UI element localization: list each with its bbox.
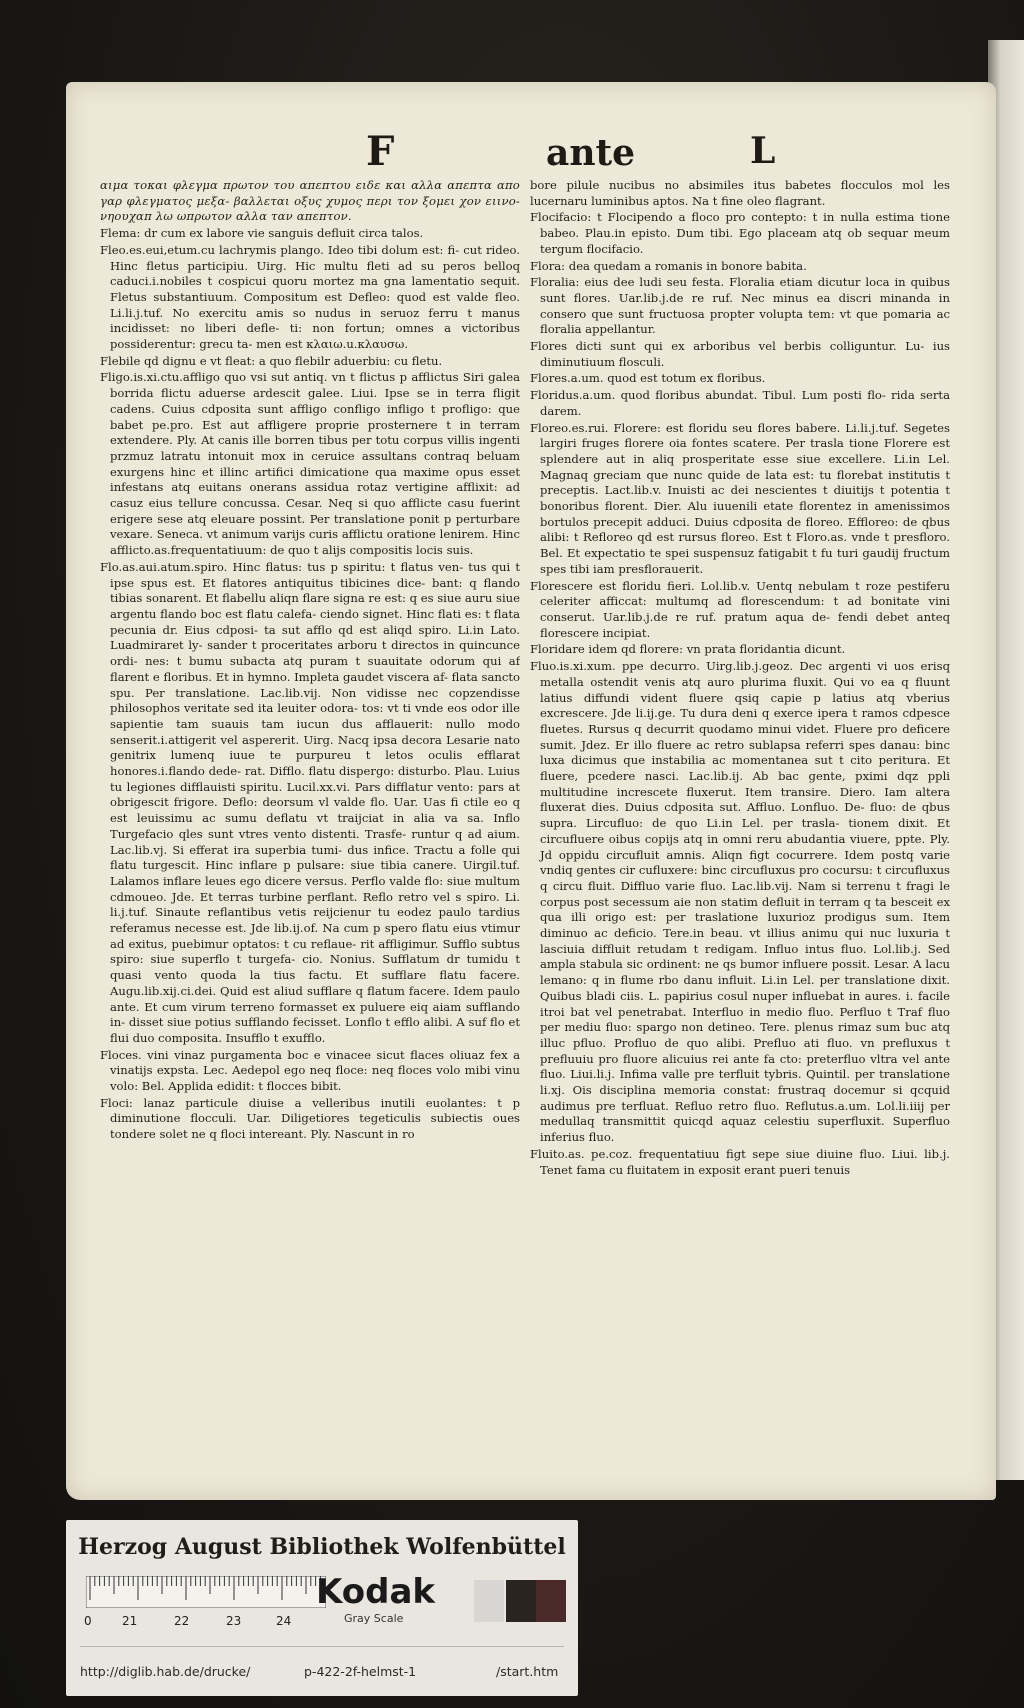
source-url[interactable]: http://diglib.hab.de/drucke/ — [80, 1664, 251, 1679]
entry-fleo: Fleo.es.eui,etum.cu lachrymis plango. Ideo tibi dolum est: fi- cut rideo. Hinc fletus participiu. Uirg. Hic multu fleti ad su peros belloq caduci.i.nobiles t cospicui quoru mortez ma gna lamentatio sequit. Fletus substantiuum. Compositum est Defleo: quod est valde fleo. Li.li.j.tuf. No exercitu amis so nudus in seruoz ferru t manus incidisset: no liberi defle- ti: non fortun; omnes a victoribus possiderentur: grecu ta- men est κλαιω.u.κλαυσω. — [100, 242, 520, 352]
ruler-number: 24 — [276, 1614, 292, 1628]
book-page — [66, 82, 996, 1500]
ruler-number: 22 — [174, 1614, 190, 1628]
header-left-mark: F — [366, 128, 395, 175]
entry-floridare: Floridare idem qd florere: vn prata floridantia dicunt. — [530, 642, 846, 657]
ruler-number: 23 — [226, 1614, 242, 1628]
entry-floralia: Floralia: eius dee ludi seu festa. Floralia etiam dicutur loca in quibus sunt flores. Uar.lib.j.de re ruf. Nec minus ea discri minanda in consero que sunt fructuosa propter volupta tem: vt que pomaria ac floralia appellantur. — [530, 275, 950, 337]
ruler-scale — [86, 1576, 326, 1608]
entry-flocifacio: Flocifacio: t Flocipendo a floco pro contepto: t in nulla estima tione babeo. Plau.in episto. Dum tibi. Ego placeam atq ob sequar meum tergum flocifacio. — [530, 210, 950, 256]
entry-flebile: Flebile qd dignu e vt fleat: a quo flebilr aduerbiu: cu fletu. — [100, 353, 443, 368]
gray-patch-light — [474, 1580, 504, 1622]
entry-continuation: bore pilule nucibus no absimiles itus babetes flocculos mol les lucernaru luminibus aptos. Na t fine oleo flagrant. — [530, 178, 950, 208]
header-right-mark: L — [750, 130, 776, 172]
entry-floci: Floci: lanaz particule diuise a velleribus inutili euolantes: t p diminutione flocculi. Uar. Diligetiores tegeticulis subiectis oues tondere solet ne q floci intereant. Ply. Nascunt in ro — [100, 1095, 520, 1142]
entry-fluo: Fluo.is.xi.xum. ppe decurro. Uirg.lib.j.geoz. Dec argenti vi uos erisq metalla ostendit venis atq auro plurima fluxit. Qui vo ea q fluunt latius diffundi vident fluere qsiq capie p latius atq vberius excrescere. Jde li.ij.ge. Tu dura deni q exerce ipera t ramos cdpesce fluetes. Rursus q decurrit quodamo minui videt. Fluere pro deficere sumit. Jdez. Er illo fluere ac retro sublapsa referri spes danau: binc luxa dicimus que instabilia ac momentanea sut t cito peritura. Et fluere, pcedere nasci. Lac.lib.ij. Ab bac gente, pximi dqz ppli multitudine increscete fluxerut. Item transire. Diero. Iam altera fluxerat dies. Duius cdposita sut. Affluo. Lonfluo. De- fluo: de qbus supra. Lircufluo: de quo Li.in Lel. per trasla- tionem dixit. Et circufluere oibus copijs atq in omni reru abudantia viuere, ppte. Ply. Jd oppidu circufluit amnis. Aliqn figt cocurrere. Idem postq varie vndiq gentes cir cufluxere: binc circufluxus pro cocursu: t circufluxus q circu fluit. Diffluo varie fluo. Lac.lib.vij. Nam si terrenu t fragi le corpus post secessum aie non statim defluit in terram q ta besceit ex qua illi origo est: per traslatione luxurioz prodigus sum. Item diminuo ac deficio. Tere.in beau. vt illius animu qui nuc luxuria t lasciuia diffluit retudam t redigam. Influo intus fluo. Lol.lib.j. Sed ampla stabula sic ordinent: ne qs bumor influere possit. Lesar. A lacu lemano: q in flume rbo danu influit. Li.in Lel. per translatione dixit. Quibus bladi ciis. L. papirius cosul nuper influebat in aures. i. facile itroi bat vel penetrabat. Interfluo in medio fluo. Perfluo t Traf fluo per mediu fluo: spargo non detineo. Tere. plenus rimaz sum buc atq illuc pfluo. Profluo de quo alibi. Prefluo ati fluo. vn prefluxus t prefluuiu pro fluore alicuius rei ante fa cto: preterfluo vltra vel ante fluo. Liui.li.j. Infima valle pre terfluit tybris. Quintil. per translatione li.xj. Ois disciplina memoria constat: frustraq docemur si qcquid audimus pre terfluat. Refluo retro fluo. Reflutus.a.um. Lol.li.iiij per medullaq transmittit quicqd aquaz celestiu superfluxit. Superfluo inferius fluo. — [530, 659, 950, 1145]
entry-flora: Flora: dea quedam a romanis in bonore babita. — [530, 258, 807, 273]
ruler-number: 0 — [84, 1614, 92, 1628]
entry-flores: Flores dicti sunt qui ex arboribus vel berbis colliguntur. Lu- ius diminutiuum flosculi. — [530, 339, 950, 369]
left-column — [100, 178, 520, 1468]
greek-passage: αιμα τοκαι φλεγμα πρωτον του απεπτου ειδε και αλλα απεπτα απο γαρ φλεγματος μεξα- βαλλεται οξυς χυμος περι τον ξομει χον ειινο- νηουχαπ λω ωπρωτον αλλα ταν απεπτον. — [100, 178, 520, 224]
entry-florescere: Florescere est floridu fieri. Lol.lib.v. Uentq nebulam t roze pestiferu celeriter afficcat: multumq ad florescendum: t ad bonitate vini conserut. Uar.lib.j.de re ruf. pratum aqua de- fendi debet anteq florescere incipiat. — [530, 578, 950, 640]
gray-patch-dark — [506, 1580, 536, 1622]
right-column — [530, 178, 950, 1468]
shelfmark: p-422-2f-helmst-1 — [304, 1664, 417, 1679]
entry-flo: Flo.as.aui.atum.spiro. Hinc flatus: tus p spiritu: t flatus ven- tus qui t ipse spus est. Et flatores antiquitus tibicines dice- bant: q flando tibias sonarent. Et flabellu aliqn flare signa re est: q es siue auru siue argentu flando boc est flatu calefa- ciendo signet. Hinc flati es: t flata pecunia dr. Eius cdposi- ta sut afflo qd est aliqd spiro. Li.in Lato. Luadmiraret ly- sander t proceritates arboru t directos in quincunce ordi- nes: t bumu subacta atq puram t suauitate odorum qui af flarent e floribus. Et in hymno. Impleta gaudet viscera af- flata sancto spu. Per translatione. Lac.lib.vij. Non vidisse nec copzendisse philosophos veritate sed ita leuiter odora- tos: vt ti vnde eos odor ille sapientie tam suauis tam iucun dus afflauerit: nullo modo senserit.i.attigerit vel aspererit. Uirg. Nacq ipsa decora Lesarie nato genitrix lumenq iuue te purpureu t letos oculis efflarat honores.i.flando dede- rat. Difflo. flatu dispergo: disturbo. Plau. Luius tu legiones difflauisti spiritu. Lucil.xx.vi. Pars difflatur vento: pars at obrigescit frigore. Deflo: deorsum vl valde flo. Uar. Uas fi ctile eo q est leuissimu ac sumu deflatu vt traijciat in alia va sa. Inflo Turgefacio qles sunt vtres vento distenti. Trasfe- runtur q ad aium. Lac.lib.vj. Si efferat ira superbia tumi- dus infice. Tractu a folle qui flatu turgescit. Hinc inflare p pulsare: siue tibia canere. Uirgil.tuf. Lalamos inflare leues ego dicere versus. Perflo valde flo: siue multum cdmoueo. Jde. Et terras turbine perflant. Reflo retro vel s spiro. Li. li.j.tuf. Sinaute reflantibus vetis reijcienur tu eodez paulo tardius referamus necesse est. Jde lib.ij.of. Na cum p spero flatu eius vtimur ad exitus, puebimur optatos: t cu reflaue- rit affligimur. Sufflo subtus spiro: siue superflo t turgefa- cio. Nonius. Sufflatum dr tumidu t quasi vento quoda la tius factu. Et sufflare flatu facere. Augu.lib.xij.ci.dei. Quid est aliud sufflare q flatum facere. Idem paulo ante. Et cum virum terreno formasset ex puluere eiq aiam sufflando in- disset siue potius sufflando fecisset. Lonflo t efflo alibi. A suf flo et flui duo composita. Insufflo t exufflo. — [100, 559, 520, 1045]
divider — [80, 1646, 564, 1647]
entry-flema: Flema: dr cum ex labore vie sanguis defluit circa talos. — [100, 226, 424, 241]
entry-fligo: Fligo.is.xi.ctu.affligo quo vsi sut antiq. vn t flictus p afflictus Siri galea borrida flictu aduerse ardescit galee. Liui. Ipse se in terra fligit cadens. Cuius cdposita sunt affligo confligo infligo t profligo: que babet pe.pro. Est aut affligere proprie prosternere t in terram extendere. Ply. At canis ille borren tibus per totu corpus villis ingenti przmuz latratu intonuit mox in ceruice assultans contraq beluam exurgens hinc et illinc artifici dimicatione qua maxime opus esset infestans atq euitans onerans assidua rotaz vertigine afflixit: ad casuz eius tellure concussa. Cesar. Neq si quo afflicte casu fuerint erigere sese atq eleuare possint. Per translatione ponit p perturbare vexare. Seneca. vt animum varijs curis afflictu oratione lenirem. Hinc afflicto.as.frequentatiuum: de quo t alijs compositis locis suis. — [100, 370, 520, 558]
ruler-number: 21 — [122, 1614, 138, 1628]
gray-patch-maroon — [536, 1580, 566, 1622]
entry-flores-adj: Flores.a.um. quod est totum ex floribus. — [530, 371, 766, 386]
start-link[interactable]: /start.htm — [496, 1664, 559, 1679]
url-bar — [66, 1656, 578, 1688]
color-target-card — [66, 1520, 578, 1696]
entry-floces: Floces. vini vinaz purgamenta boc e vinacee sicut flaces oliuaz fex a vinatijs expsta. Lec. Aedepol ego neq floce: neq floces volo mibi vinu volo: Bel. Applida edidit: t flocces bibit. — [100, 1047, 520, 1094]
entry-fluito: Fluito.as. pe.coz. frequentatiuu figt sepe siue diuine fluo. Liui. lib.j. Tenet fama cu fluitatem in exposit erant pueri tenuis — [530, 1146, 950, 1177]
entry-floridus: Floridus.a.um. quod floribus abundat. Tibul. Lum posti flo- rida serta darem. — [530, 388, 950, 418]
entry-floreo: Floreo.es.rui. Florere: est floridu seu flores babere. Li.li.j.tuf. Segetes largiri fruges florere oia fontes scatere. Per trasla tione Florere est splendere aut in aliq prosperitate esse siue excellere. Li.in Lel. Magnaq greciam que nunc quide de lata est: tu florebat institutis t preceptis. Lact.lib.v. Inuisti ac dei nescientes t diuitijs t potentia t bonoribus florent. Dier. Alu iuuenili etate florentez in amenissimos bortulos precepit adduci. Duius cdposita de floreo. Effloreo: de qbus alibi: t Refloreo qd est rursus floreo. Est t Floro.as. vnde t presfloro. Bel. Et expectatio te spei suspensuz fatigabit t fu turi gaudij fructum spes tibi iam presflorauerit. — [530, 420, 950, 576]
header-title: ante — [546, 132, 636, 174]
library-name: Herzog August Bibliothek Wolfenbüttel — [78, 1534, 566, 1560]
gray-scale-label: Gray Scale — [344, 1612, 404, 1625]
kodak-logo: Kodak — [316, 1572, 435, 1612]
